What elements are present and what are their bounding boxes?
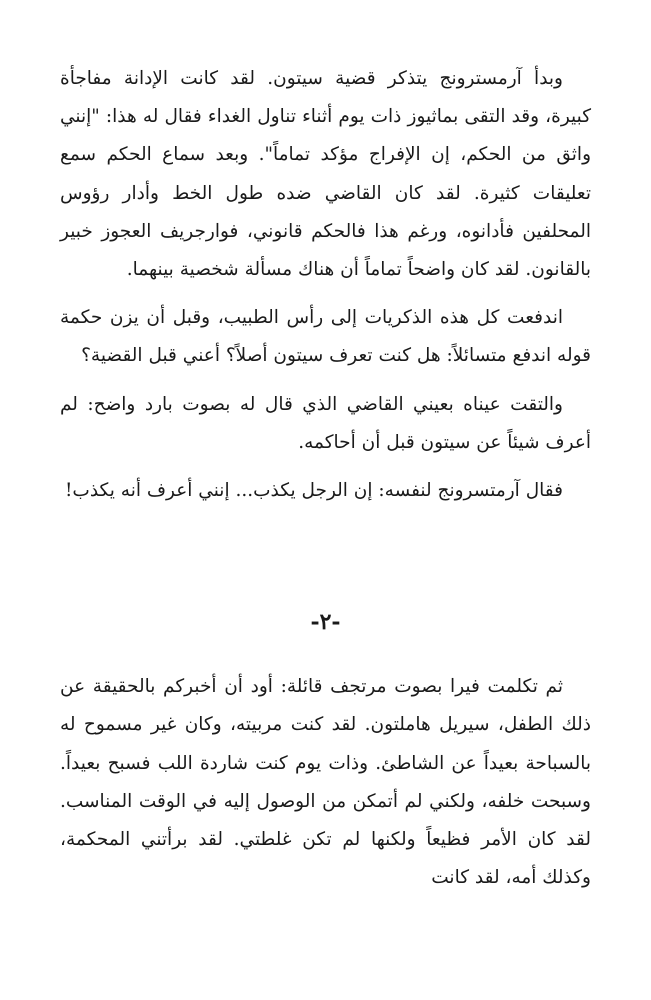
- paragraph-armstrong-thought: فقال آرمتسرونج لنفسه: إن الرجل يكذب... إنني أعرف أنه يكذب!: [64, 480, 563, 502]
- paragraph-armstrong-recalls-seton: وبدأ آرمسترونج يتذكر قضية سيتون. لقد كانت الإدانة مفاجأة كبيرة، وقد التقى بماثيوز ذات يوم أثناء تناول الغداء فقال له هذا: "إنني واثق من الحكم، إن الإفراج مؤكد تماماً". وبعد سماع الحكم سمع تعليقات كثيرة. لقد كان القاضي ضده طول الخط وأدار رؤوس المحلفين فأدانوه، ورغم هذا فالحكم قانوني، فوارجريف العجوز خبير بالقانون. لقد كان واضحاً تماماً أن هناك مسألة شخصية بينهما.: [60, 68, 591, 281]
- paragraph-judge-reply: والتقت عيناه بعيني القاضي الذي قال له بصوت بارد واضح: لم أعرف شيئاً عن سيتون قبل أن أحاكمه.: [60, 393, 591, 453]
- paragraph-vera-speaks: ثم تكلمت فيرا بصوت مرتجف قائلة: أود أن أخبركم بالحقيقة عن ذلك الطفل، سيريل هاملتون. لقد كنت مربيته، وكان غير مسموح له بالسباحة بعيداً عن الشاطئ. وذات يوم كنت شاردة اللب فسبح بعيداً. وسبحت خلفه، ولكني لم أتمكن من الوصول إليه في الوقت المناسب. لقد كان الأمر فظيعاً ولكنها لم تكن غلطتي. لقد برأتني المحكمة، وكذلك أمه، لقد كانت: [60, 676, 591, 889]
- paragraph-doctor-question: اندفعت كل هذه الذكريات إلى رأس الطبيب، وقبل أن يزن حكمة قوله اندفع متسائلاً: هل كنت تعرف سيتون أصلاً؟ أعني قبل القضية؟: [60, 307, 591, 367]
- book-page: [60, 60, 591, 1000]
- section-number: -٢-: [310, 609, 341, 636]
